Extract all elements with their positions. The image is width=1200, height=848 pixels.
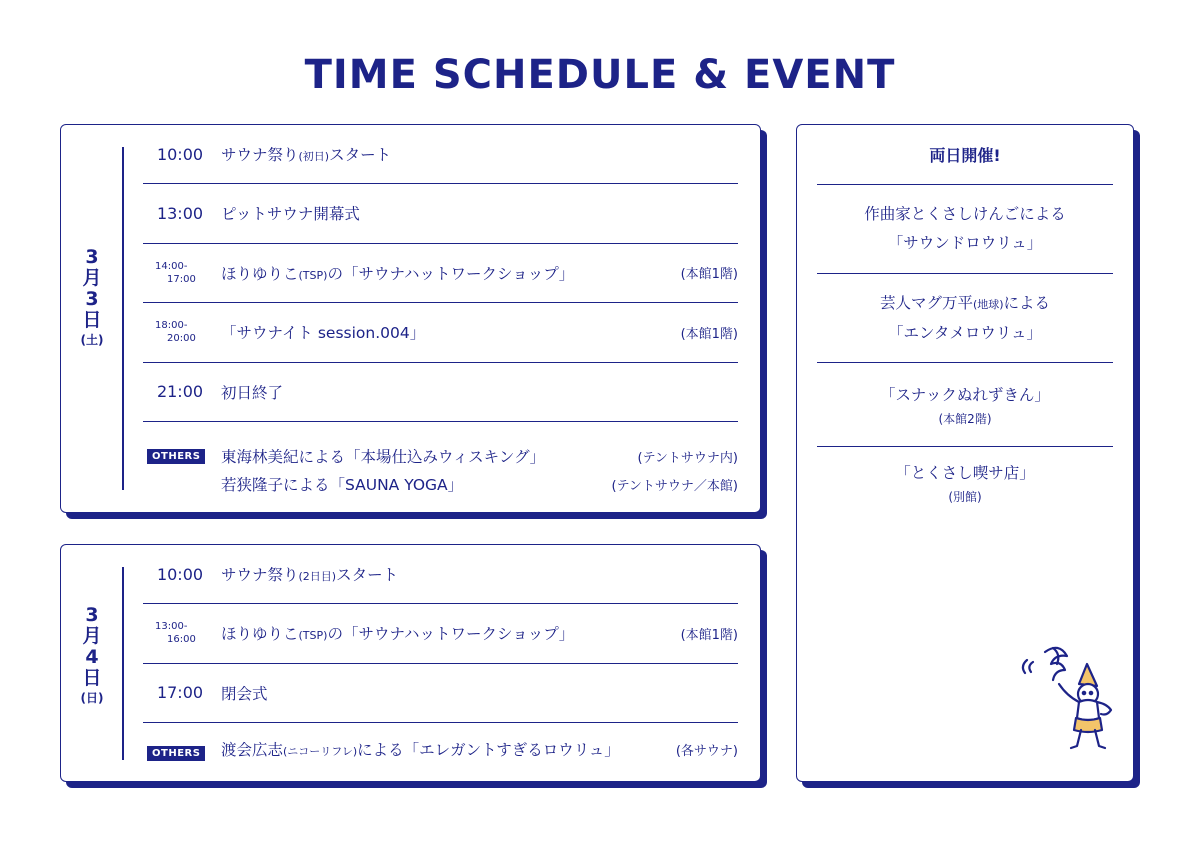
schedule-row [143, 604, 738, 664]
row-time: 10:00 [156, 564, 204, 584]
day2-day-char: 日 [82, 667, 102, 689]
row-event: サウナ祭り(初日)スタート [221, 146, 392, 164]
row-time-range: 13:00- 16:00 [155, 621, 196, 646]
both-days-item: 「スナックぬれずきん」 (本館2階) [817, 363, 1113, 447]
schedule-row [143, 664, 738, 724]
row-event: ほりゆりこ(TSP)の「サウナハットワークショップ」 [221, 264, 575, 283]
others-badge: OTHERS [147, 449, 205, 464]
row-event: ほりゆりこ(TSP)の「サウナハットワークショップ」 [221, 625, 575, 644]
others-badge: OTHERS [147, 746, 205, 761]
row-event: サウナ祭り(2日目)スタート [221, 566, 399, 584]
row-event: 閉会式 [221, 684, 268, 703]
others-item: 渡会広志(ニコーリフレ)による「エレガントすぎるロウリュ」 (各サウナ) [221, 741, 738, 759]
day2-weekday: (日) [80, 691, 104, 705]
day2-rows [143, 545, 738, 761]
schedule-row [143, 244, 738, 304]
day2-date-label [61, 605, 123, 704]
both-days-card [796, 124, 1134, 782]
schedule-row [143, 303, 738, 363]
day2-schedule-card [60, 544, 761, 782]
day2-day: 4 [85, 646, 99, 668]
day1-rows [143, 125, 738, 498]
row-event: 「サウナイト session.004」 [221, 324, 426, 343]
row-time-range: 14:00- 17:00 [155, 260, 196, 285]
others-row [143, 723, 738, 761]
row-location: (本館1階) [680, 627, 738, 643]
day1-month-char: 月 [82, 267, 102, 289]
row-time: 13:00 [156, 203, 204, 223]
both-days-item: 作曲家とくさしけんごによる 「サウンドロウリュ」 [817, 185, 1113, 274]
sauna-mascot-icon [1019, 640, 1125, 760]
row-event: 初日終了 [221, 383, 284, 402]
row-event: ピットサウナ開幕式 [221, 205, 360, 224]
day2-month-char: 月 [82, 625, 102, 647]
others-row [143, 422, 738, 498]
schedule-row [143, 125, 738, 184]
day1-schedule-card [60, 124, 761, 513]
day1-date-label [61, 247, 123, 346]
schedule-row [143, 184, 738, 244]
row-time: 21:00 [156, 382, 204, 402]
row-time: 17:00 [156, 683, 204, 703]
schedule-row [143, 363, 738, 423]
others-item: 東海林美紀による「本場仕込みウィスキング」 (テントサウナ内) [221, 448, 738, 466]
row-time: 10:00 [156, 144, 204, 164]
day1-day: 3 [85, 288, 99, 310]
day2-month: 3 [85, 604, 99, 626]
day1-day-char: 日 [82, 309, 102, 331]
day1-divider [122, 147, 124, 490]
day1-weekday: (土) [80, 333, 104, 347]
schedule-row [143, 545, 738, 604]
row-location: (本館1階) [680, 267, 738, 283]
both-days-heading: 両日開催! [817, 125, 1113, 185]
day1-month: 3 [85, 246, 99, 268]
day2-divider [122, 567, 124, 760]
page-title: TIME SCHEDULE & EVENT [304, 52, 896, 98]
both-days-item: 「とくさし喫サ店」 (別館) [895, 463, 1035, 504]
row-time-range: 18:00- 20:00 [155, 320, 196, 345]
others-item: 若狭隆子による「SAUNA YOGA」 (テントサウナ／本館) [221, 476, 738, 494]
row-location: (本館1階) [680, 326, 738, 342]
both-days-item: 芸人マグ万平(地球)による 「エンタメロウリュ」 [817, 274, 1113, 363]
